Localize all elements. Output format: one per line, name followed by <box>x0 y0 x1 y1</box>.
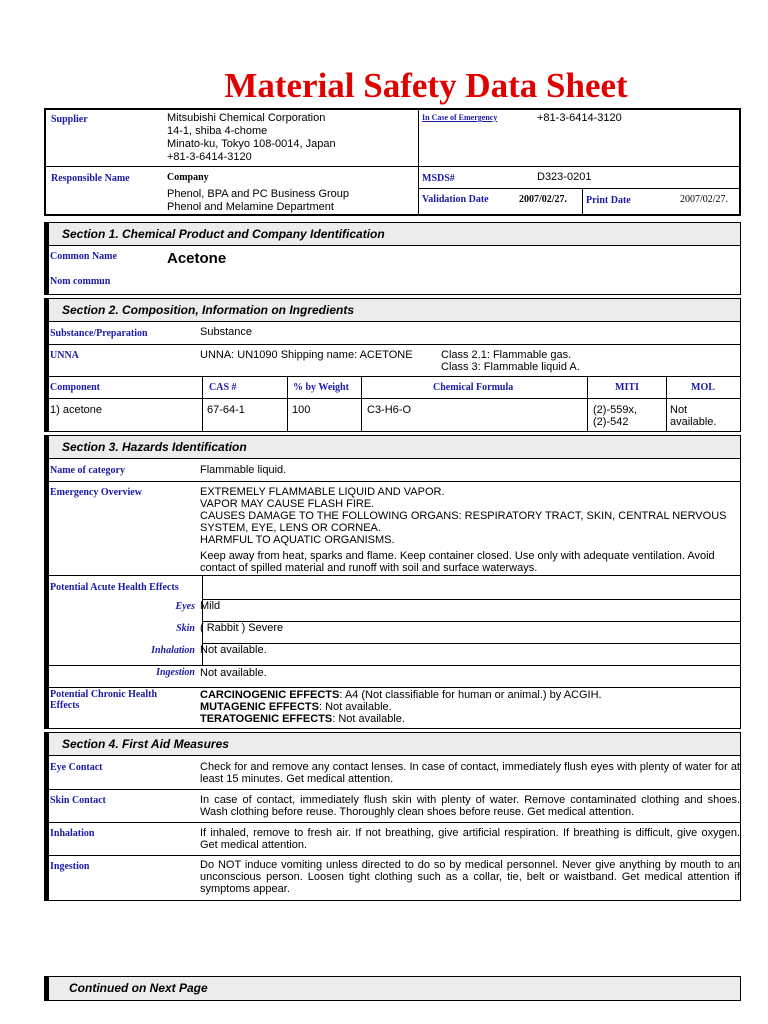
col-mol: MOL <box>691 382 715 393</box>
supplier-line: +81-3-6414-3120 <box>167 151 252 163</box>
cell-component: 1) acetone <box>50 404 102 416</box>
emergency-phone: +81-3-6414-3120 <box>537 112 622 124</box>
supplier-line: 14-1, shiba 4-chome <box>167 125 268 137</box>
responsible-dept <box>167 188 349 213</box>
overview-text <box>200 486 740 574</box>
chronic-label: Potential Chronic Health Effects <box>50 689 158 711</box>
emergency-label: In Case of Emergency <box>422 113 498 122</box>
mutagenic-label: MUTAGENIC EFFECTS <box>200 701 319 713</box>
category-value: Flammable liquid. <box>200 464 287 476</box>
continued-banner <box>44 976 741 1001</box>
chronic-effects <box>200 689 602 725</box>
common-name-value: Acetone <box>167 250 227 267</box>
overview-line: CAUSES DAMAGE TO THE FOLLOWING ORGANS: RESPIRATORY TRACT, SKIN, CENTRAL NERVOUS SYSTEM, EYE, LENS OR CORNEA. <box>200 510 727 534</box>
section1-box <box>44 245 741 295</box>
section3-heading <box>44 435 741 459</box>
ingestion-value: Not available. <box>200 667 267 679</box>
section3-title: Section 3. Hazards Identification <box>62 440 247 454</box>
section2-title: Section 2. Composition, Information on Ingredients <box>62 303 355 317</box>
skin-contact-value: In case of contact, immediately flush skin with plenty of water. Remove contaminated clothing and shoes. Wash clothing before reuse. Thoroughly clean shoes before reuse. Get medical attention. <box>200 794 740 818</box>
section4-title: Section 4. First Aid Measures <box>62 737 229 751</box>
cell-cas: 67-64-1 <box>207 404 245 416</box>
col-miti: MITI <box>615 382 639 393</box>
teratogenic-label: TERATOGENIC EFFECTS <box>200 713 333 725</box>
section4-heading <box>44 732 741 756</box>
inhalation-aid-value: If inhaled, remove to fresh air. If not breathing, give artificial respiration. If breathing is difficult, give oxygen. Get medical attention. <box>200 827 740 851</box>
validation-date: 2007/02/27. <box>519 194 568 205</box>
section3-box <box>44 458 741 729</box>
header-box <box>44 108 741 216</box>
cell-miti: (2)-559x, (2)-542 <box>593 404 638 428</box>
cell-weight: 100 <box>292 404 311 416</box>
acute-label: Potential Acute Health Effects <box>50 582 179 593</box>
class-line: Class 2.1: Flammable gas. <box>441 349 572 361</box>
msds-label: MSDS# <box>422 173 455 184</box>
col-cas: CAS # <box>209 382 237 393</box>
cell-mol: Not available. <box>670 404 717 428</box>
teratogenic-value: : Not available. <box>332 713 405 725</box>
skin-label: Skin <box>176 623 195 634</box>
section1-title: Section 1. Chemical Product and Company Identification <box>62 227 385 241</box>
ingestion-aid-value: Do NOT induce vomiting unless directed to do so by medical personnel. Never give anything by mouth to an unconscious person. Loosen tight clothing such as a collar, tie, belt or waistband. Get medical attention if symptoms appear. <box>200 859 740 895</box>
supplier-address <box>167 112 336 163</box>
supplier-label: Supplier <box>51 114 88 125</box>
eye-contact-label: Eye Contact <box>50 762 103 773</box>
overview-line: VAPOR MAY CAUSE FLASH FIRE. <box>200 498 375 510</box>
supplier-line: Mitsubishi Chemical Corporation <box>167 112 326 124</box>
print-date: 2007/02/27. <box>680 194 729 205</box>
carcinogenic-value: : A4 (Not classifiable for human or animal.) by ACGIH. <box>339 689 602 701</box>
ingestion-label: Ingestion <box>156 667 195 678</box>
category-label: Name of category <box>50 465 125 476</box>
responsible-line: Phenol, BPA and PC Business Group <box>167 188 350 200</box>
nom-commun-label: Nom commun <box>50 276 111 287</box>
overview-line: EXTREMELY FLAMMABLE LIQUID AND VAPOR. <box>200 486 445 498</box>
cell-formula: C3-H6-O <box>367 404 412 416</box>
section2-box <box>44 321 741 432</box>
inhalation-label: Inhalation <box>151 645 195 656</box>
section2-heading <box>44 298 741 322</box>
eyes-label: Eyes <box>175 601 195 612</box>
substance-label: Substance/Preparation <box>50 328 148 339</box>
overview-note: Keep away from heat, sparks and flame. Keep container closed. Use only with adequate ventilation. Avoid contact of spilled material and runoff with soil and surface waterways. <box>200 550 715 574</box>
inhalation-value: Not available. <box>200 644 267 656</box>
eyes-value: Mild <box>200 600 221 612</box>
class-line: Class 3: Flammable liquid A. <box>441 361 580 373</box>
msds-number: D323-0201 <box>537 171 592 183</box>
responsible-line: Phenol and Melamine Department <box>167 201 334 213</box>
responsible-title: Company <box>167 172 209 183</box>
overview-line: HARMFUL TO AQUATIC ORGANISMS. <box>200 534 395 546</box>
section1-heading <box>44 222 741 246</box>
unna-value: UNNA: UN1090 Shipping name: ACETONE <box>200 349 413 361</box>
supplier-line: Minato-ku, Tokyo 108-0014, Japan <box>167 138 336 150</box>
inhalation-aid-label: Inhalation <box>50 828 95 839</box>
section4-box <box>44 755 741 901</box>
eye-contact-value: Check for and remove any contact lenses. In case of contact, immediately flush eyes with plenty of water for at least 15 minutes. Get medical attention. <box>200 761 740 785</box>
document-title: Material Safety Data Sheet <box>224 66 628 105</box>
col-component: Component <box>50 382 101 393</box>
ingestion-aid-label: Ingestion <box>50 861 90 872</box>
col-weight: % by Weight <box>293 382 349 393</box>
skin-value: ( Rabbit ) Severe <box>200 622 284 634</box>
col-formula: Chemical Formula <box>433 382 514 393</box>
continued-text: Continued on Next Page <box>69 981 208 995</box>
validation-label: Validation Date <box>422 194 489 205</box>
print-label: Print Date <box>586 195 631 206</box>
mutagenic-value: : Not available. <box>318 701 392 713</box>
carcinogenic-label: CARCINOGENIC EFFECTS <box>200 689 340 701</box>
responsible-label: Responsible Name <box>51 173 130 184</box>
unna-label: UNNA <box>50 350 79 361</box>
hazard-class <box>441 349 580 373</box>
common-name-label: Common Name <box>50 251 117 262</box>
overview-label: Emergency Overview <box>50 487 142 498</box>
substance-value: Substance <box>200 326 252 338</box>
skin-contact-label: Skin Contact <box>50 795 106 806</box>
